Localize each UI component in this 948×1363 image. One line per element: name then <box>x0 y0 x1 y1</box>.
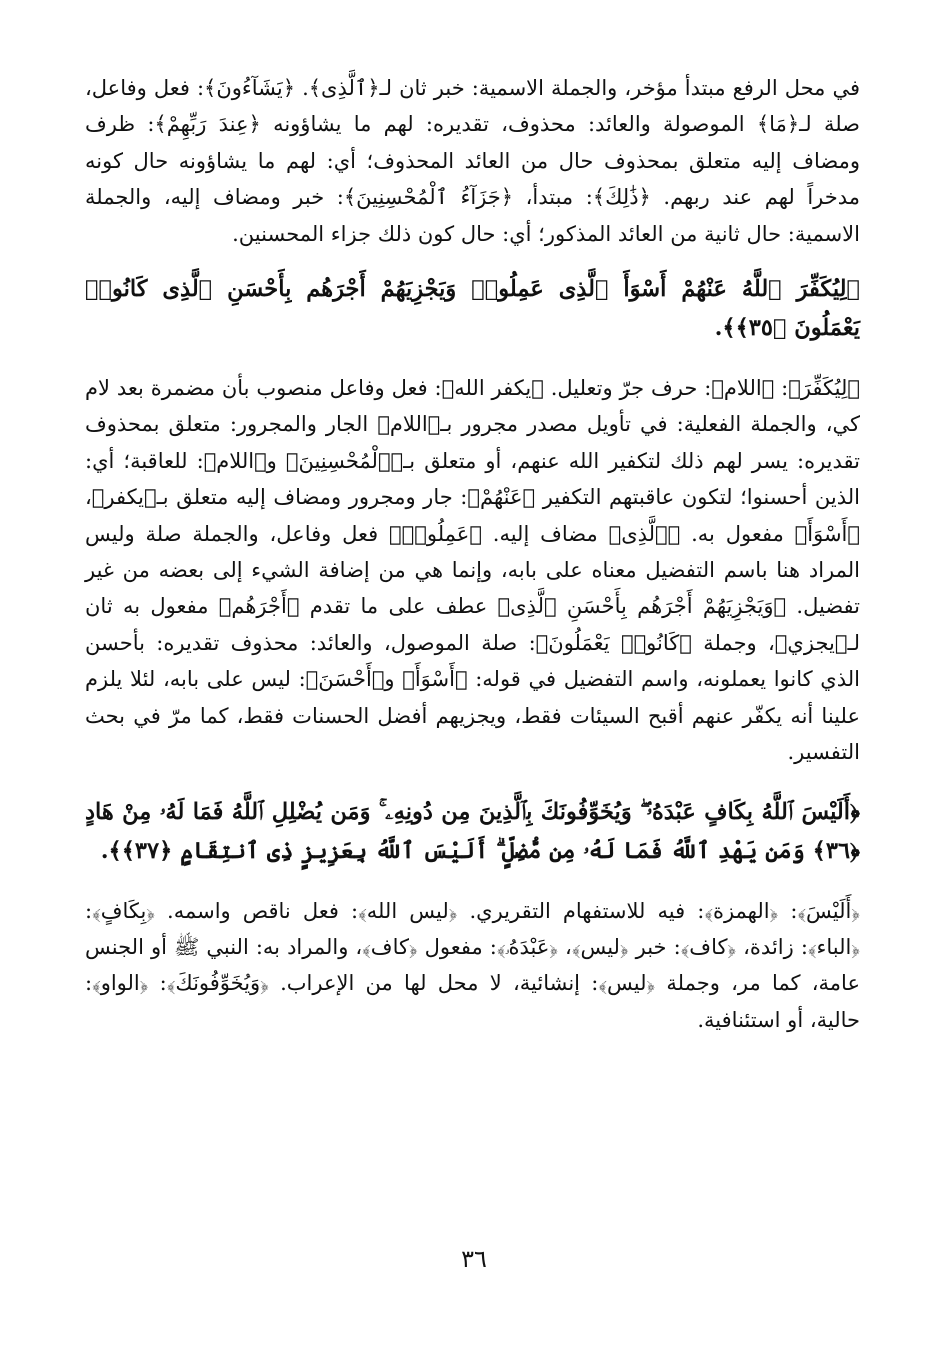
paragraph-grammar-analysis-1: في محل الرفع مبتدأ مؤخر، والجملة الاسمية: خبر ثان لـ﴿ٱلَّذِى﴾. ﴿يَشَآءُونَ﴾: فعل وفاعل، صلة لـ﴿مَا﴾ الموصولة والعائد: محذوف، تقديره: لهم ما يشاؤونه ﴿عِندَ رَبِّهِمْ﴾: ظرف ومضاف إليه متعلق بمحذوف حال من العائد المحذوف؛ أي: لهم ما يشاؤونه حال كونه مدخراً لهم عند ربهم. ﴿ذَٰلِكَ﴾: مبتدأ، ﴿جَزَآءُ ٱلْمُحْسِنِينَ﴾: خبر ومضاف إليه، والجملة الاسمية: حال ثانية من العائد المذكور؛ أي: حال كون ذلك جزاء المحسنين. <box>85 76 860 246</box>
quran-verse-36-37: ﴿أَلَيْسَ ٱللَّهُ بِكَافٍ عَبْدَهُۥ ۖ وَيُخَوِّفُونَكَ بِٱلَّذِينَ مِن دُونِهِۦ ۚ وَمَن يُضْلِلِ ٱللَّهُ فَمَا لَهُۥ مِنْ هَادٍ ﴿٣٦﴾ وَمَن يَهْدِ ٱللَّهُ فَمَا لَهُۥ مِن مُّضِلٍّ ۗ أَلَيْسَ ٱللَّهُ بِعَزِيزٍ ذِى ٱنتِقَامٍ ﴿٣٧﴾﴾. <box>85 798 860 864</box>
paragraph-grammar-analysis-2: ﴿لِيُكَفِّرَ﴾: ﴿اللام﴾: حرف جرّ وتعليل. ﴿يكفر الله﴾: فعل وفاعل منصوب بأن مضمرة بعد لام كي، والجملة الفعلية: في تأويل مصدر مجرور بـ﴿اللام﴾ الجار والمجرور: متعلق بمحذوف تقديره: يسر لهم ذلك لتكفير الله عنهم، أو متعلق بـ﴿ٱلْمُحْسِنِينَ﴾ و﴿اللام﴾: للعاقبة؛ أي: الذين أحسنوا؛ لتكون عاقبتهم التكفير ﴿عَنْهُمْ﴾: جار ومجرور ومضاف إليه متعلق بـ﴿يكفر﴾، ﴿أَسْوَأَ﴾ مفعول به. ﴿ٱلَّذِى﴾ مضاف إليه. ﴿عَمِلُوا۟﴾ فعل وفاعل، والجملة صلة وليس المراد هنا باسم التفضيل معناه على بابه، وإنما هي من إضافة الشيء إلى بعضه من غير تفضيل. ﴿وَيَجْزِيَهُمْ أَجْرَهُم بِأَحْسَنِ ٱلَّذِى﴾ عطف على ما تقدم ﴿أَجْرَهُم﴾ مفعول به ثان لـ﴿يجزي﴾، وجملة ﴿كَانُوا۟ يَعْمَلُونَ﴾: صلة الموصول، والعائد: محذوف تقديره: بأحسن الذي كانوا يعملونه، واسم التفضيل في قوله: ﴿أَسْوَأَ﴾ و﴿أَحْسَنَ﴾: ليس على بابه، لئلا يلزم علينا أنه يكفّر عنهم أقبح السيئات فقط، ويجزيهم أفضل الحسنات فقط، كما مرّ في بحث التفسير. <box>85 376 860 765</box>
quran-verse-35: ﴿لِيُكَفِّرَ ٱللَّهُ عَنْهُمْ أَسْوَأَ ٱلَّذِى عَمِلُوا۟ وَيَجْزِيَهُمْ أَجْرَهُم بِأَحْسَنِ ٱلَّذِى كَانُوا۟ يَعْمَلُونَ ﴿٣٥﴾﴾. <box>85 276 860 342</box>
page-body <box>85 70 860 1038</box>
page-number: ٣٦ <box>461 1245 487 1273</box>
paragraph-grammar-analysis-3: ﴿أَلَيْسَ﴾: ﴿الهمزة﴾: فيه للاستفهام التقريري. ﴿ليس الله﴾: فعل ناقص واسمه. ﴿بِكَافٍ﴾: ﴿الباء﴾: زائدة، ﴿كاف﴾: خبر ﴿ليس﴾، ﴿عَبْدَهُۥ﴾: مفعول ﴿كاف﴾، والمراد به: النبي ﷺ أو الجنس عامة، كما مر، وجملة ﴿ليس﴾: إنشائية، لا محل لها من الإعراب. ﴿وَيُخَوِّفُونَكَ﴾: ﴿الواو﴾: حالية، أو استئنافية. <box>85 898 860 1032</box>
